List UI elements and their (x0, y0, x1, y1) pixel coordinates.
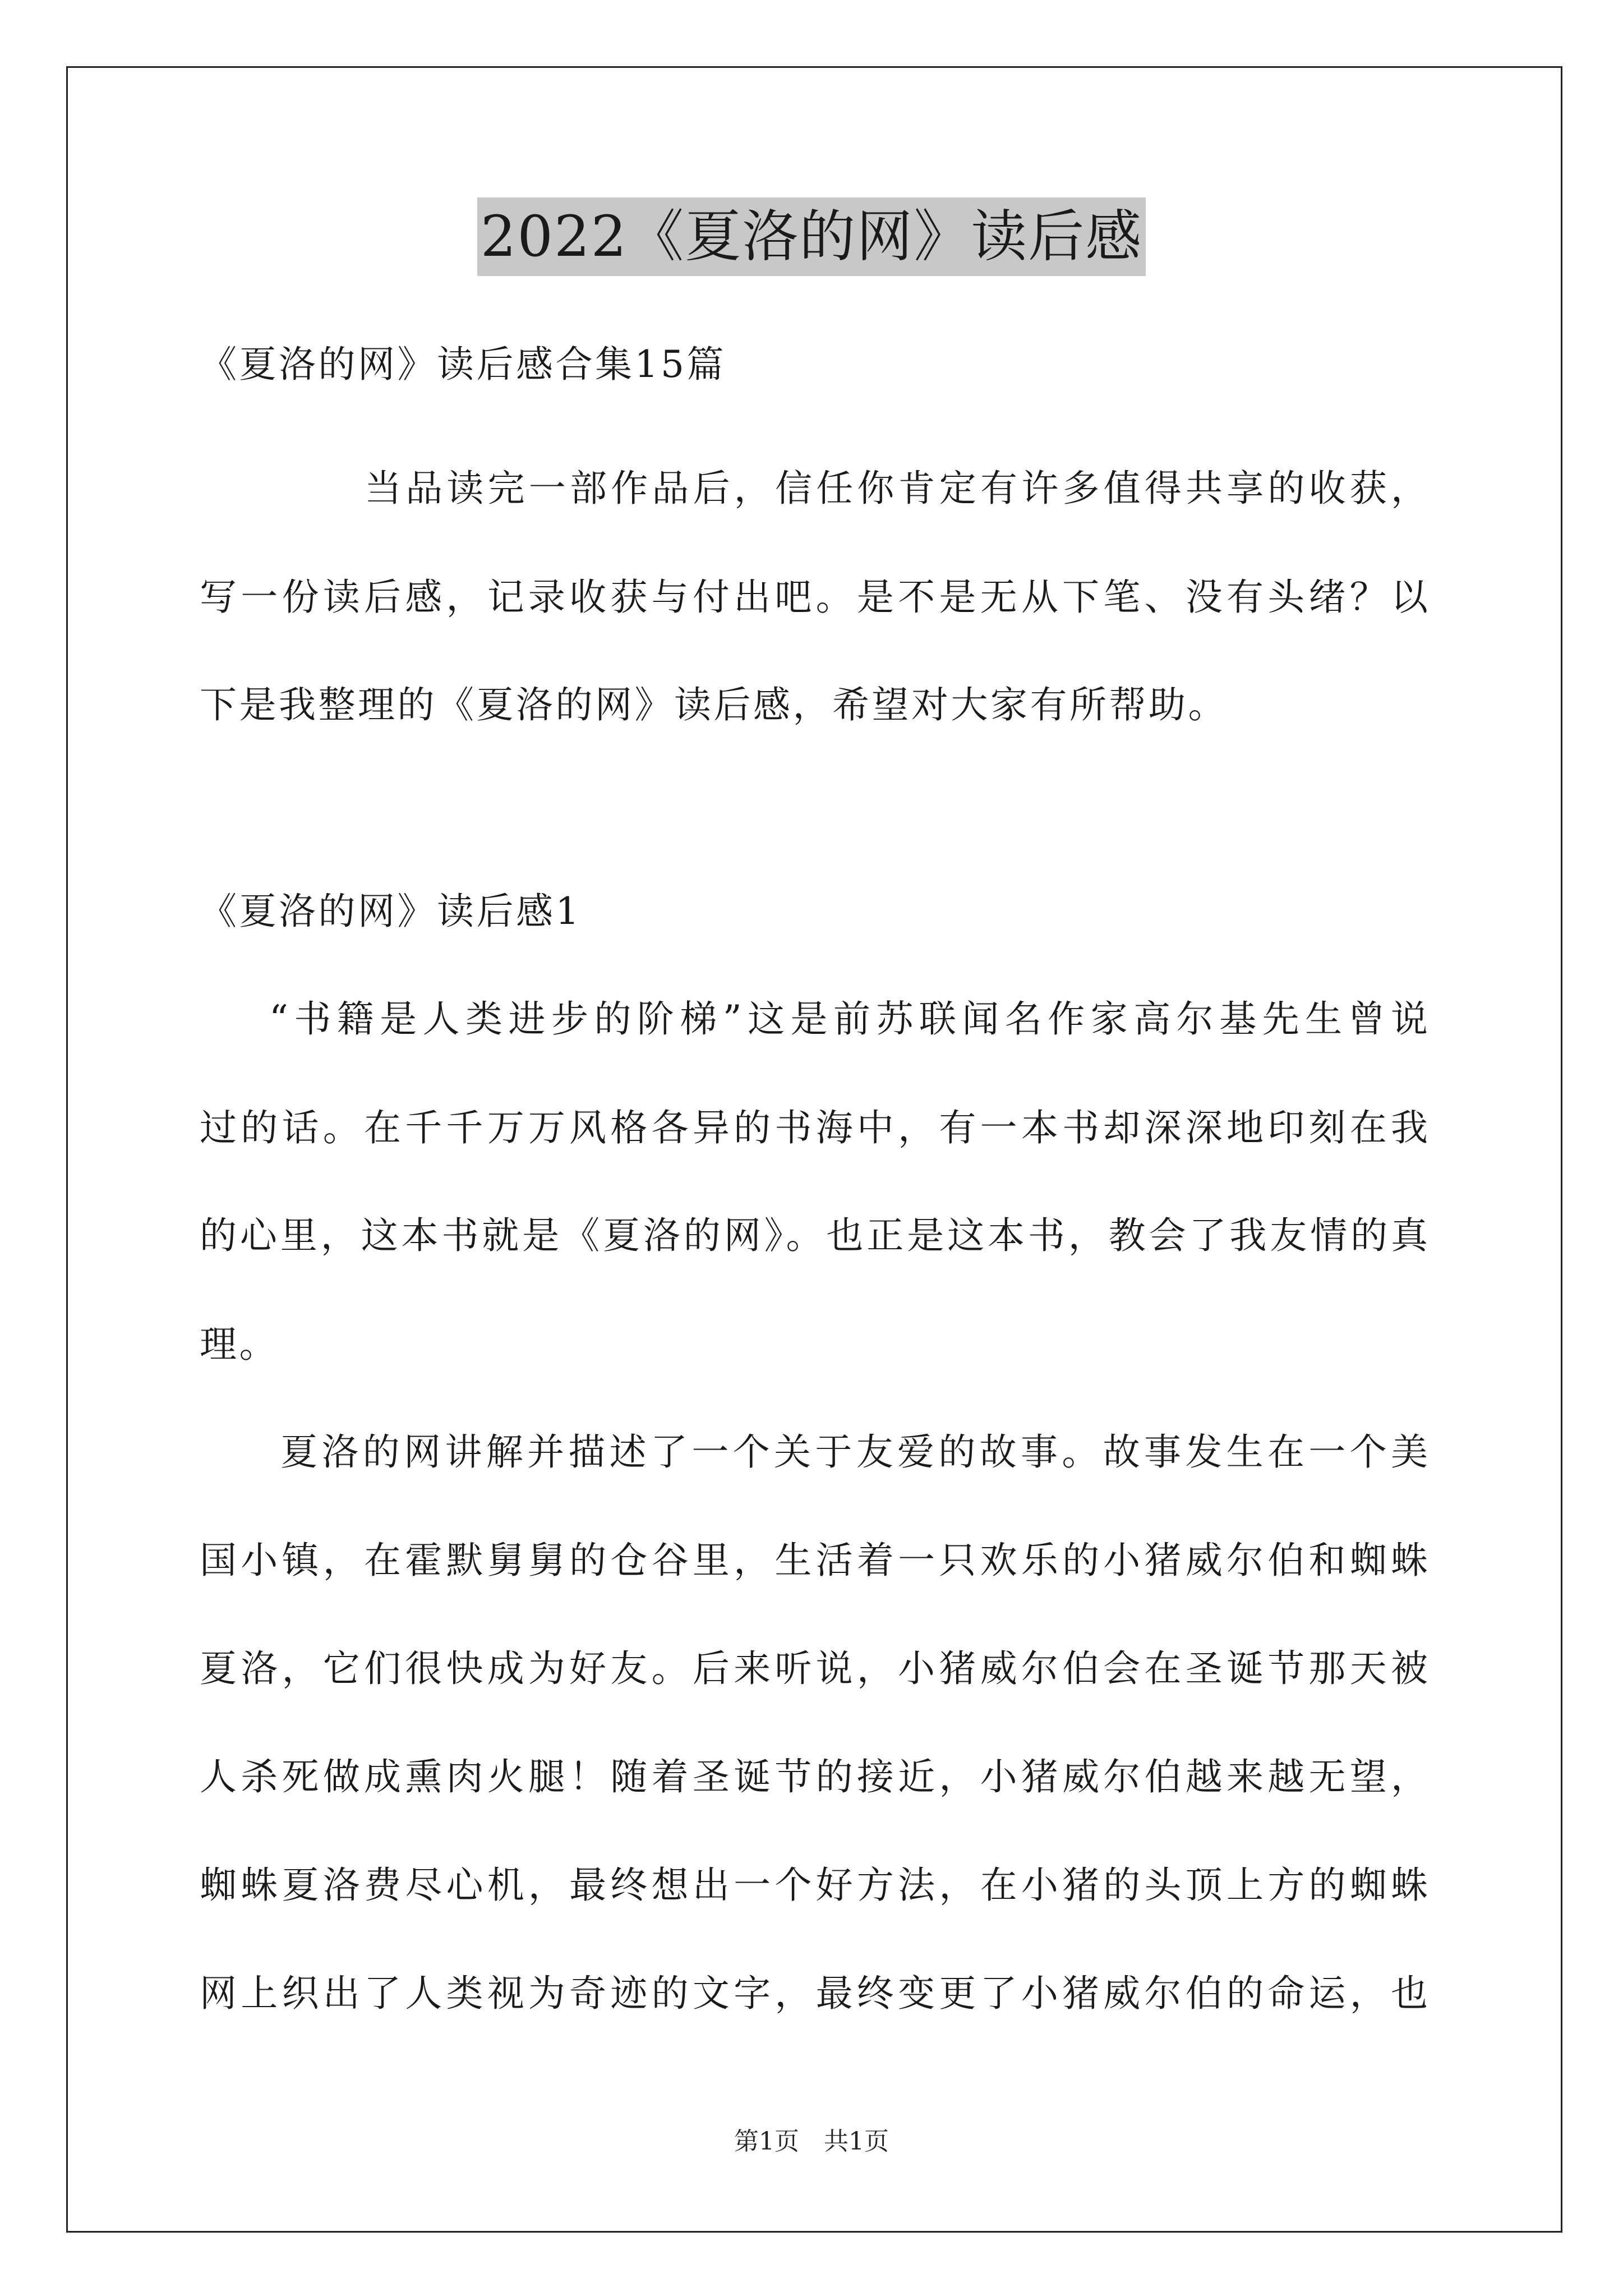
para1-line-1: “书籍是人类进步的阶梯”这是前苏联闻名作家高尔基先生曾说 (269, 997, 1428, 1041)
document-title: 2022《夏洛的网》读后感 (477, 197, 1146, 276)
para1-line-3: 的心里，这本书就是《夏洛的网》。也正是这本书，教会了我友情的真 (200, 1214, 1428, 1257)
para2-line-5: 蜘蛛夏洛费尽心机，最终想出一个好方法，在小猪的头顶上方的蜘蛛 (200, 1864, 1428, 1907)
para2-line-6: 网上织出了人类视为奇迹的文字，最终变更了小猪威尔伯的命运，也 (200, 1972, 1428, 2015)
para1-line-2: 过的话。在千千万万风格各异的书海中，有一本书却深深地印刻在我 (200, 1106, 1428, 1149)
intro-line-1: 当品读完一部作品后，信任你肯定有许多值得共享的收获， (365, 467, 1428, 510)
intro-line-3: 下是我整理的《夏洛的网》读后感，希望对大家有所帮助。 (200, 683, 1228, 726)
document-subtitle: 《夏洛的网》读后感合集15篇 (200, 343, 726, 386)
intro-line-2: 写一份读后感，记录收获与付出吧。是不是无从下笔、没有头绪？以 (200, 576, 1428, 619)
para2-line-4: 人杀死做成熏肉火腿！随着圣诞节的接近，小猪威尔伯越来越无望， (200, 1755, 1428, 1798)
title-container (0, 197, 1623, 276)
section-heading: 《夏洛的网》读后感1 (200, 890, 582, 933)
para2-line-3: 夏洛，它们很快成为好友。后来听说，小猪威尔伯会在圣诞节那天被 (200, 1647, 1428, 1690)
para1-line-4: 理。 (200, 1323, 279, 1366)
page-footer: 第1页 共1页 (734, 2127, 889, 2156)
para2-line-2: 国小镇，在霍默舅舅的仓谷里，生活着一只欢乐的小猪威尔伯和蜘蛛 (200, 1539, 1428, 1582)
para2-line-1: 夏洛的网讲解并描述了一个关于友爱的故事。故事发生在一个美 (280, 1430, 1428, 1474)
